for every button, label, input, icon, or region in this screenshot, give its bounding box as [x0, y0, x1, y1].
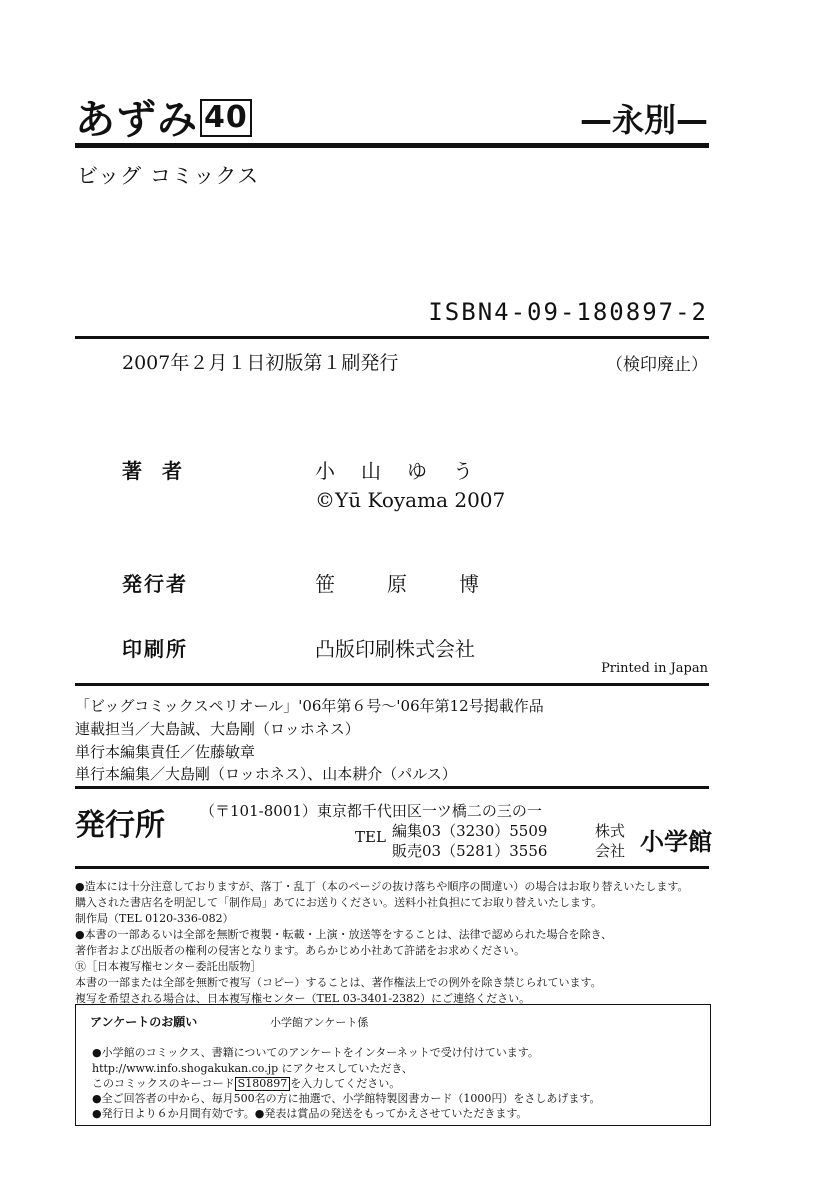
publisher-person: 笹原博 — [315, 572, 531, 596]
company-type-top: 株式 — [595, 822, 626, 840]
survey-line: ●全ご回答者の中から、毎月500名の方に抽選で、小学館特製図書カード（1000円）をさしあげます。 — [92, 1092, 601, 1105]
publisher-address: （〒101-8001）東京都千代田区一ツ橋二の三の一 — [200, 802, 542, 820]
credits-rule — [75, 683, 709, 686]
publication-source: 「ビッグコミックスペリオール」'06年第６号〜'06年第12号掲載作品 — [75, 697, 544, 715]
tel-editorial: 編集03（3230）5509 — [392, 822, 548, 840]
volume-editor: 単行本編集／大島剛（ロッホネス）、山本耕介（パルス） — [75, 765, 457, 783]
author-name: 小山ゆう — [315, 459, 499, 483]
printer-label: 印刷所 — [122, 637, 188, 661]
notice-line: 制作局（TEL 0120-336-082） — [75, 912, 234, 925]
publisher-rule — [75, 866, 709, 869]
edition-date: 2007年２月１日初版第１刷発行 — [122, 352, 399, 374]
notice-line: 複写を希望される場合は、日本複写権センター（TEL 03-3401-2382）にご連絡ください。 — [75, 992, 531, 1005]
company-type-bottom: 会社 — [595, 842, 626, 860]
printer-name: 凸版印刷株式会社 — [315, 637, 475, 661]
survey-line: ●小学館のコミックス、書籍についてのアンケートをインターネットで受け付けています。 — [92, 1046, 539, 1059]
author-label: 著者 — [122, 459, 202, 483]
printed-in: Printed in Japan — [601, 661, 708, 676]
title-rule — [75, 143, 709, 148]
notice-line: 著作者および出版者の権利の侵害となります。あらかじめ小社あて許諾をお求めください。 — [75, 944, 526, 957]
publisher-label: 発行所 — [75, 808, 165, 843]
survey-keycode-line — [92, 1075, 400, 1091]
volume-editor-chief: 単行本編集責任／佐藤敏章 — [75, 743, 256, 761]
keycode-prefix: このコミックスのキーコード — [92, 1077, 235, 1090]
book-title — [75, 88, 252, 145]
serial-editor: 連載担当／大島誠、大島剛（ロッホネス） — [75, 720, 360, 738]
notice-line: ●本書の一部あるいは全部を無断で複製・転載・上演・放送等をすることは、法律で認められた場合を除き、 — [75, 928, 613, 941]
notice-line: Ⓡ［日本複写権センター委託出版物］ — [75, 960, 262, 973]
book-subtitle: —永別— — [579, 101, 708, 139]
copyright: ©Yū Koyama 2007 — [315, 488, 506, 512]
series-name: ビッグ コミックス — [77, 164, 260, 188]
notice-line: 購入された書店名を明記して「制作局」あてにお送りください。送料小社負担にてお取り替えいたします。 — [75, 896, 603, 909]
tel-sales: 販売03（5281）3556 — [392, 842, 548, 860]
key-code: S180897 — [235, 1077, 291, 1091]
survey-url-line: http://www.info.shogakukan.co.jp にアクセスしていただき、 — [92, 1062, 413, 1075]
publisher-person-label: 発行者 — [122, 572, 188, 596]
seal-note: （検印廃止） — [606, 355, 708, 375]
keycode-suffix: を入力してください。 — [290, 1077, 401, 1090]
volume-number: 40 — [200, 99, 252, 137]
survey-line: ●発行日より６か月間有効です。●発表は賞品の発送をもってかえさせていただきます。 — [92, 1107, 528, 1120]
title-name: あずみ — [75, 97, 198, 143]
isbn-rule — [75, 336, 709, 339]
publisher-name: 小学館 — [640, 828, 712, 856]
pubinfo-rule — [75, 786, 709, 789]
notice-line: ●造本には十分注意しておりますが、落丁・乱丁（本のページの抜け落ちや順序の間違い）の場合はお取り替えいたします。 — [75, 880, 689, 893]
isbn: ISBN4-09-180897-2 — [428, 298, 708, 326]
survey-dept: 小学館アンケート係 — [270, 1016, 369, 1029]
notice-line: 本書の一部または全部を無断で複写（コピー）することは、著作権法上での例外を除き禁じられています。 — [75, 976, 602, 989]
survey-title: アンケートのお願い — [90, 1015, 198, 1029]
tel-label: TEL — [355, 828, 386, 846]
